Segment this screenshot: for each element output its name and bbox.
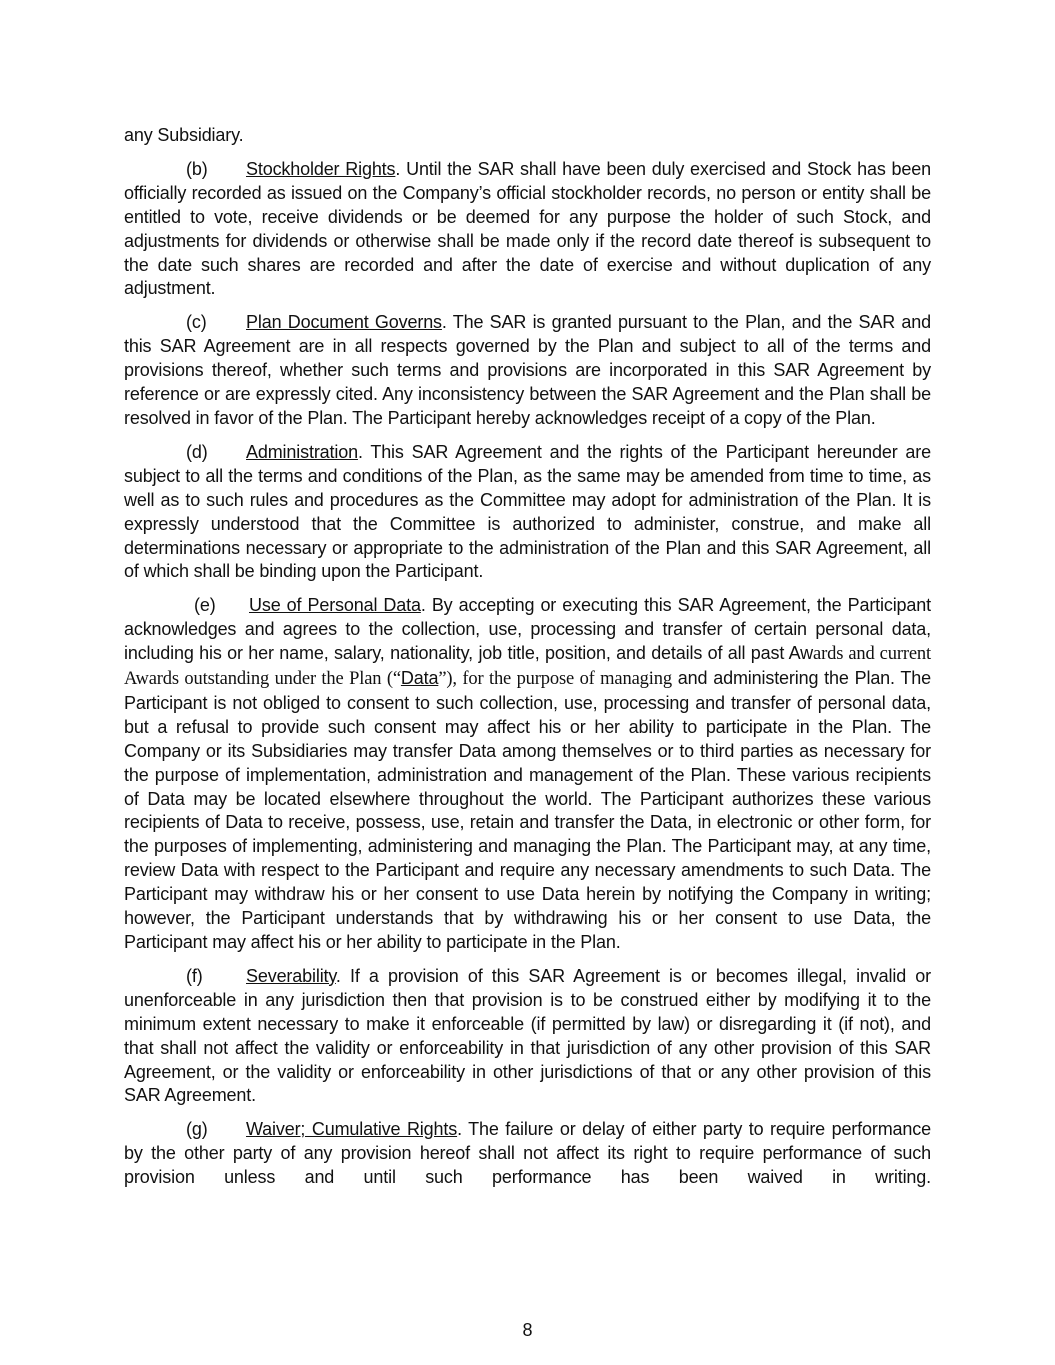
section-d-body: . This SAR Agreement and the rights of the Participant hereunder are subject to all the terms and conditions of the Plan, as the same may be amended from time to time, as well as to such rules and procedures as the Committee may adopt for administration of the Plan. It is expressly understood that the Committee is authorized to administer, construe, and make all determinations necessary or appropriate to the administration of the Plan and this SAR Agreement, all of which shall be binding upon the Participant. xyxy=(124,441,931,582)
section-e xyxy=(124,594,931,955)
intro-text: any Subsidiary. xyxy=(124,125,244,145)
section-f-heading: Severability xyxy=(246,965,336,986)
section-g-body: . The failure or delay of either party to require performance by the other party of any provision hereof shall not affect its right to require performance of such provision unless and until such performance has been waived in writing. xyxy=(124,1119,931,1188)
section-d-heading: Administration xyxy=(246,441,358,462)
section-b-body: . Until the SAR shall have been duly exercised and Stock has been officially recorded as issued on the Company’s official stockholder records, no person or entity shall be entitled to vote, receive dividends or be deemed for any purpose the holder of such Stock, and adjustments for dividends or otherwise shall be made only if the record date thereof is subsequent to the date such shares are recorded and after the date of exercise and without duplication of any adjustment. xyxy=(124,158,931,299)
page-number: 8 xyxy=(522,1320,533,1340)
section-f-body: . If a provision of this SAR Agreement is or becomes illegal, invalid or unenforceable in any jurisdiction then that provision is to be construed either by modifying it to the minimum extent necessary to make it enforceable (if permitted by law) or disregarding it (if not), and that shall not affect the validity or enforceability in that jurisdiction of any other provision of this SAR Agreement, or the validity or enforceability in other jurisdictions of that or any other provision of this SAR Agreement. xyxy=(124,965,931,1106)
section-e-label: (e) xyxy=(194,595,216,616)
section-c-body: . The SAR is granted pursuant to the Plan, and the SAR and this SAR Agreement are in all respects governed by the Plan and subject to all of the terms and provisions thereof, whether such terms and provisions are incorporated in this SAR Agreement by reference or are expressly cited. Any inconsistency between the SAR Agreement and the Plan shall be resolved in favor of the Plan. The Participant hereby acknowledges receipt of a copy of the Plan. xyxy=(124,312,931,428)
section-e-body-3: ”), for the purpose of managing xyxy=(438,669,672,690)
section-e-body-4: and administering the Plan. The Participant is not obliged to consent to such collection, use, processing and transfer of personal data, but a refusal to provide such consent may affect his or her ability to participate in the Plan. The Company or its Subsidiaries may transfer Data among themselves or to third parties as necessary for the purpose of implementation, administration and management of the Plan. These various recipients of Data may be located elsewhere throughout the world. The Participant authorizes these various recipients of Data to receive, possess, use, retain and transfer the Data, in electronic or other form, for the purposes of implementing, administering and managing the Plan. The Participant may, at any time, review Data with respect to the Participant and require any necessary amendments to such Data. The Participant may withdraw his or her consent to use Data herein by notifying the Company in writing; however, the Participant understands that by withdrawing his or her consent to use Data, the Participant may affect his or her ability to participate in the Plan. xyxy=(124,668,931,952)
section-f-label: (f) xyxy=(186,965,203,986)
section-b-label: (b) xyxy=(186,158,208,179)
section-g-label: (g) xyxy=(186,1119,208,1140)
section-f xyxy=(124,965,931,1108)
section-d xyxy=(124,441,931,584)
section-c-heading: Plan Document Governs xyxy=(246,312,442,333)
section-e-body-1: . By accepting or executing this SAR Agreement, the Participant acknowledges and agrees to the collection, use, processing and transfer of certain personal data, including his or her name, salary, nationality, job title, position, and details of all past Aw xyxy=(124,595,931,664)
section-e-body-2: ards and current Awards outstanding under the Plan (“ xyxy=(124,644,931,690)
section-g-heading: Waiver; Cumulative Rights xyxy=(246,1119,458,1140)
section-b-heading: Stockholder Rights xyxy=(246,158,396,179)
section-c xyxy=(124,311,931,431)
section-b xyxy=(124,158,931,301)
section-d-label: (d) xyxy=(186,441,208,462)
section-e-data-term: Data xyxy=(400,668,439,689)
section-e-heading: Use of Personal Data xyxy=(249,595,421,616)
section-g xyxy=(124,1118,931,1190)
section-c-label: (c) xyxy=(186,312,207,333)
document-body xyxy=(124,124,931,1190)
